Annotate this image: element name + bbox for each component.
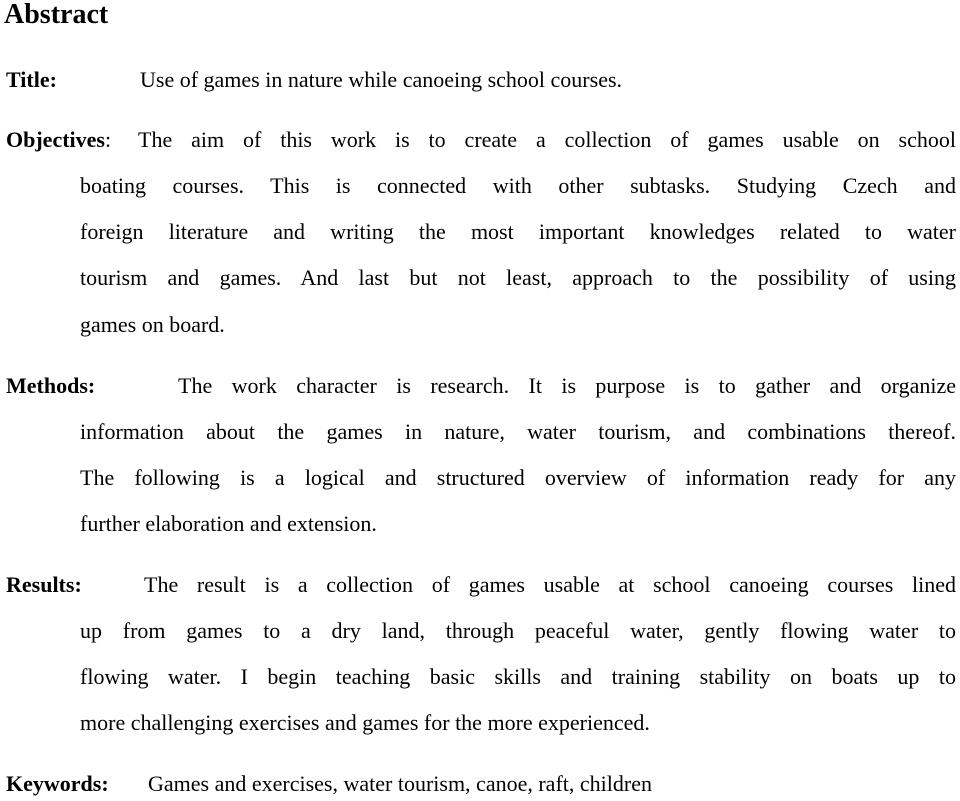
title-text: Use of games in nature while canoeing school courses. [140,67,623,92]
results-label: Results: [6,572,82,597]
objectives-label [6,128,111,152]
results-line-2: up from games to a dry land, through peaceful water, gently flowing water to [80,618,956,643]
objectives-line-4: tourism and games. And last but not least, approach to the possibility of using [80,265,956,290]
results-line-3: flowing water. I begin teaching basic skills and training stability on boats up to [80,664,956,689]
objectives-line-1: The aim of this work is to create a collection of games usable on school [138,127,956,152]
objectives-line-2: boating courses. This is connected with other subtasks. Studying Czech and [80,173,956,198]
page-title: Abstract [4,0,109,30]
methods-line-1: The work character is research. It is purpose is to gather and organize [178,373,956,398]
keywords-text: Games and exercises, water tourism, canoe, raft, children [148,771,652,796]
title-label: Title: [6,67,57,92]
objectives-line-3: foreign literature and writing the most important knowledges related to water [80,219,956,244]
methods-label: Methods: [6,373,96,398]
results-line-4: more challenging exercises and games for the more experienced. [80,710,650,735]
objectives-line-5: games on board. [80,312,225,337]
results-line-1: The result is a collection of games usable at school canoeing courses lined [144,572,956,597]
objectives-label-colon: : [104,127,112,152]
methods-line-4: further elaboration and extension. [80,511,377,536]
methods-line-3: The following is a logical and structured overview of information ready for any [80,465,956,490]
objectives-label-text: Objectives [6,127,105,152]
keywords-label: Keywords: [6,771,109,796]
methods-line-2: information about the games in nature, water tourism, and combinations thereof. [80,419,956,444]
